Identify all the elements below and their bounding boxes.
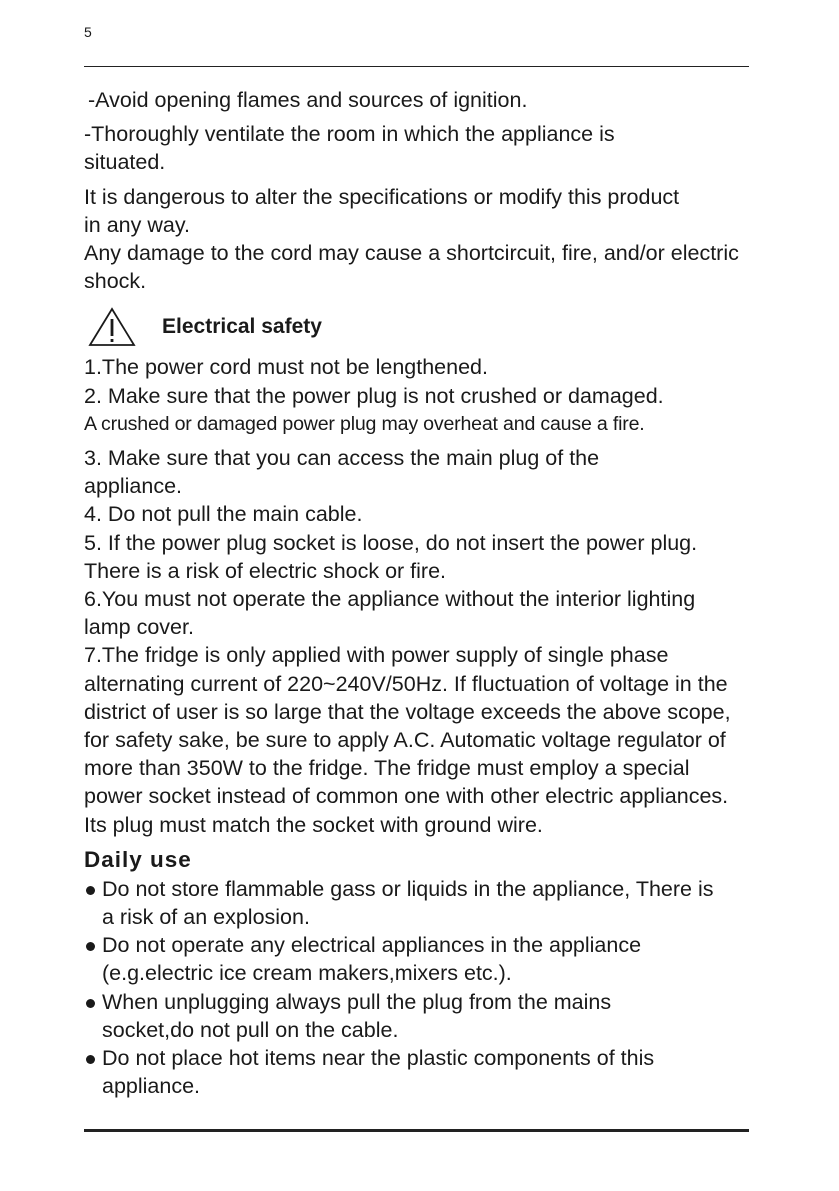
daily-use-title: Daily use: [84, 846, 192, 872]
intro-modification-warning: It is dangerous to alter the specifications or modify this product in any way.: [84, 184, 680, 237]
bullet-dot-icon: [86, 1055, 95, 1064]
electrical-item-4: 4. Do not pull the main cable.: [84, 502, 363, 527]
intro-avoid-flames: -Avoid opening flames and sources of ignition.: [88, 88, 528, 112]
daily-use-bullet-text: Do not place hot items near the plastic components of this appliance.: [102, 1046, 655, 1099]
electrical-safety-title: Electrical safety: [162, 315, 322, 339]
daily-use-bullet: [84, 931, 722, 987]
intro-ventilate: -Thoroughly ventilate the room in which the appliance is situated.: [84, 122, 615, 175]
daily-use-bullet-text: Do not store flammable gass or liquids in the appliance, There is a risk of an explosion.: [102, 876, 714, 930]
electrical-item-1: 1.The power cord must not be lengthened.: [84, 355, 488, 380]
bullet-dot-icon: [86, 999, 95, 1008]
daily-use-bullet: [84, 988, 702, 1044]
electrical-item-2-note: A crushed or damaged power plug may overheat and cause a fire.: [84, 412, 645, 435]
header-divider: [84, 66, 749, 67]
electrical-item-2: 2. Make sure that the power plug is not crushed or damaged.: [84, 383, 664, 408]
electrical-item-7: 7.The fridge is only applied with power supply of single phase alternating current of 220~240V/50Hz. If fluctuation of voltage in the district of user is so large that the voltage exceeds the above scope, for safety sake, be sure to apply A.C. Automatic voltage regulator of more than 350W to the fridge. The fridge must employ a special power socket instead of common one with other electric appliances. Its plug must match the socket with ground wire.: [84, 643, 731, 837]
daily-use-bullet-text: When unplugging always pull the plug from the mains socket,do not pull on the cable.: [102, 989, 612, 1042]
page-content: [84, 86, 764, 1101]
electrical-item-6: 6.You must not operate the appliance without the interior lighting lamp cover.: [84, 587, 696, 640]
warning-triangle-icon: [88, 307, 136, 347]
bullet-dot-icon: [86, 886, 95, 895]
electrical-safety-header: [84, 305, 764, 349]
footer-divider: [84, 1129, 749, 1132]
page-number: 5: [84, 24, 92, 40]
electrical-item-3: 3. Make sure that you can access the main plug of the appliance.: [84, 446, 600, 499]
daily-use-bullet-text: Do not operate any electrical appliances in the appliance (e.g.electric ice cream makers,mixers etc.).: [102, 933, 642, 986]
daily-use-bullet: [84, 875, 722, 931]
intro-cord-damage: Any damage to the cord may cause a shortcircuit, fire, and/or electric shock.: [84, 241, 739, 294]
electrical-item-5: 5. If the power plug socket is loose, do not insert the power plug. There is a risk of electric shock or fire.: [84, 530, 698, 583]
bullet-dot-icon: [86, 942, 95, 951]
daily-use-bullet: [84, 1044, 742, 1100]
